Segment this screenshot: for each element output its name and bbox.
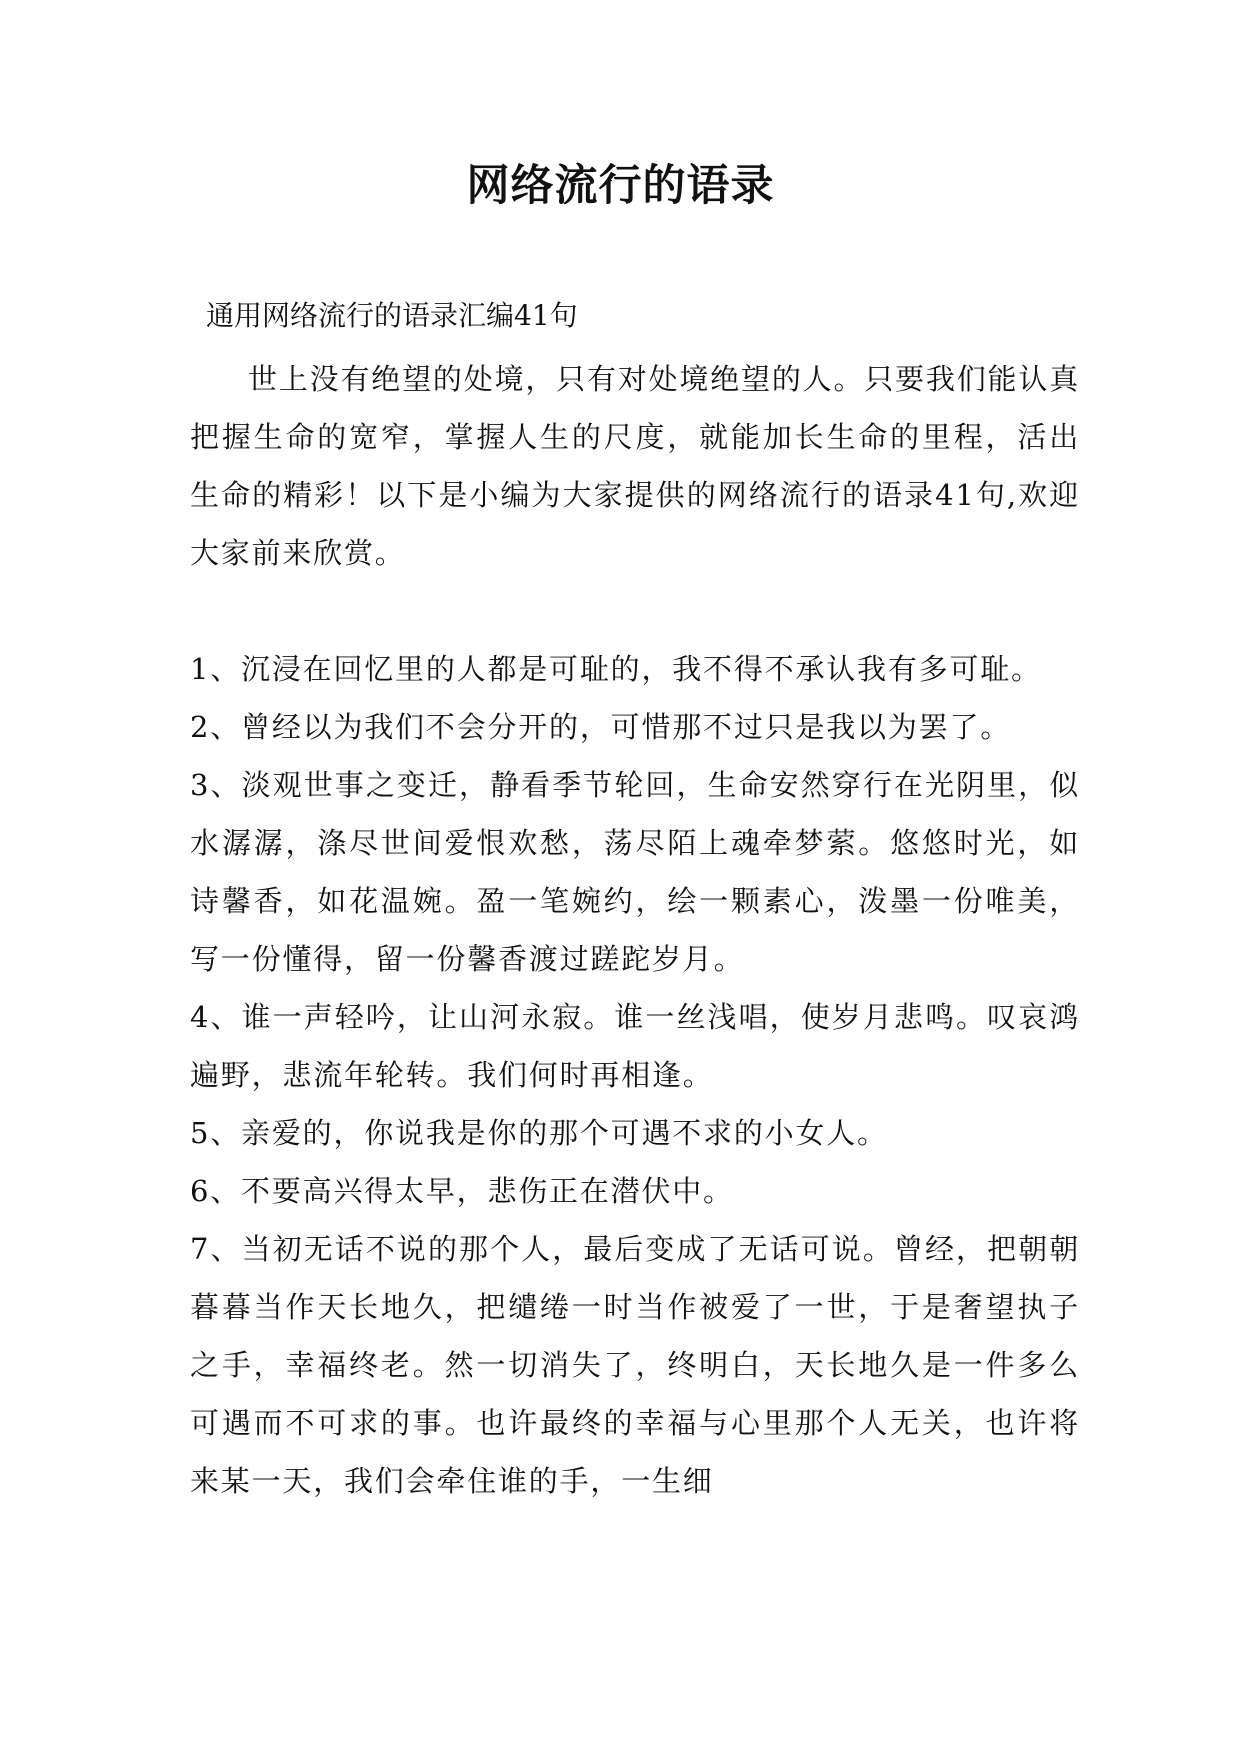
quote-item-6: 6、不要高兴得太早，悲伤正在潜伏中。 [190, 1174, 734, 1208]
document-body [190, 350, 1080, 1510]
quote-item-7: 7、当初无话不说的那个人，最后变成了无话可说。曾经，把朝朝暮暮当作天长地久，把缱绻一时当作被爱了一世，于是奢望执子之手，幸福终老。然一切消失了，终明白，天长地久是一件多么可遇而不可求的事。也许最终的幸福与心里那个人无关，也许将来某一天，我们会牵住谁的手，一生细 [190, 1232, 1080, 1498]
document-subtitle: 通用网络流行的语录汇编41句 [206, 299, 578, 332]
quote-item-5: 5、亲爱的，你说我是你的那个可遇不求的小女人。 [190, 1116, 888, 1150]
paragraph-gap [190, 582, 1080, 640]
page-title: 网络流行的语录 [466, 161, 775, 211]
intro-paragraph: 世上没有绝望的处境，只有对处境绝望的人。只要我们能认真把握生命的宽窄，掌握人生的尺度，就能加长生命的里程，活出生命的精彩！以下是小编为大家提供的网络流行的语录41句,欢迎大家前来欣赏。 [190, 362, 1080, 570]
quote-item-3: 3、淡观世事之变迁，静看季节轮回，生命安然穿行在光阴里，似水潺潺，涤尽世间爱恨欢愁，荡尽陌上魂牵梦萦。悠悠时光，如诗馨香，如花温婉。盈一笔婉约，绘一颗素心，泼墨一份唯美，写一份懂得，留一份馨香渡过蹉跎岁月。 [190, 768, 1080, 976]
quote-item-1: 1、沉浸在回忆里的人都是可耻的，我不得不承认我有多可耻。 [190, 652, 1042, 686]
quote-item-4: 4、谁一声轻吟，让山河永寂。谁一丝浅唱，使岁月悲鸣。叹哀鸿遍野，悲流年轮转。我们何时再相逢。 [190, 1000, 1080, 1092]
quote-item-2: 2、曾经以为我们不会分开的，可惜那不过只是我以为罢了。 [190, 710, 1012, 744]
